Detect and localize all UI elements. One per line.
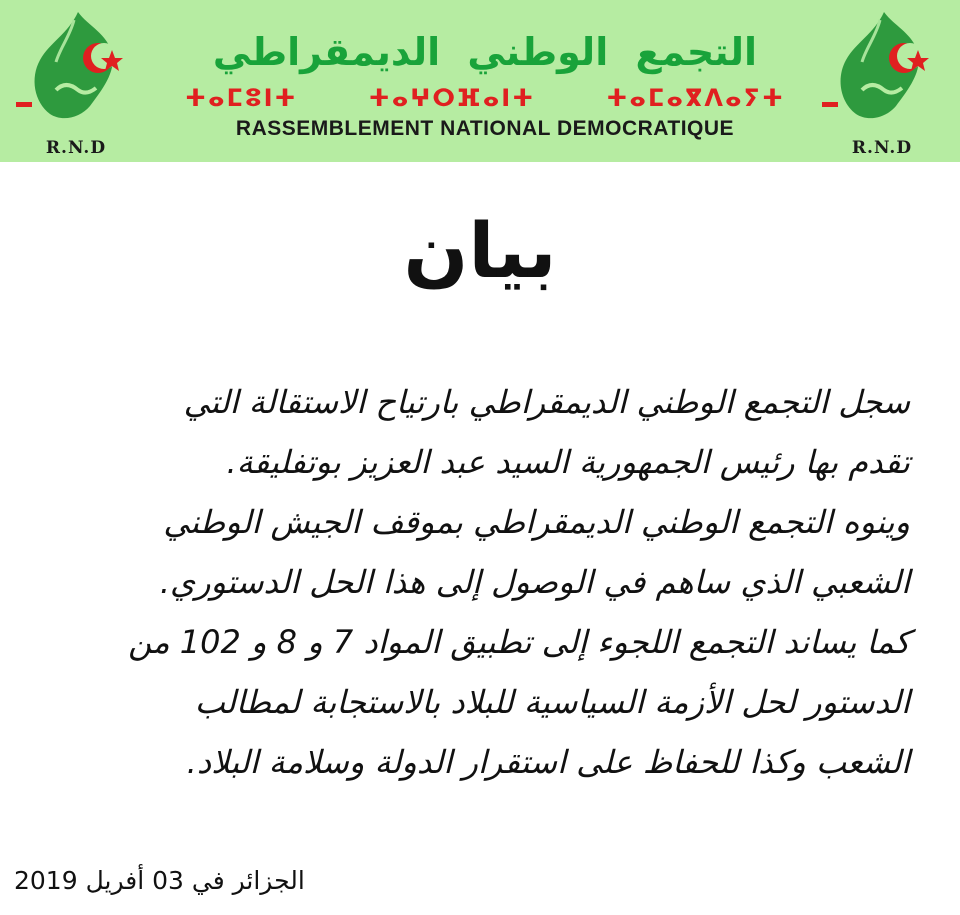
tifinagh-word: ⵜⴰⵎⵓⵏⵜ xyxy=(185,84,298,112)
party-name-tifinagh xyxy=(170,84,800,112)
letterhead xyxy=(0,0,960,162)
statement-line: الشعبي الذي ساهم في الوصول إلى هذا الحل الدستوري. xyxy=(159,563,910,601)
party-name-french: RASSEMBLEMENT NATIONAL DEMOCRATIQUE xyxy=(235,117,735,140)
logo-abbr-right: R.N.D xyxy=(851,138,913,158)
party-name-arabic: التجمع الوطني الديمقراطي xyxy=(212,30,758,74)
logo-abbr-left: R.N.D xyxy=(45,138,107,158)
statement-line: تقدم بها رئيس الجمهورية السيد عبد العزيز بوتفليقة. xyxy=(226,443,910,481)
letterhead-center xyxy=(170,0,800,162)
statement-line: الدستور لحل الأزمة السياسية للبلاد بالاستجابة لمطالب xyxy=(194,683,910,721)
statement-line: سجل التجمع الوطني الديمقراطي بارتياح الاستقالة التي xyxy=(183,383,910,421)
rnd-emblem-icon xyxy=(16,6,136,136)
date-place-line: الجزائر في 03 أفريل 2019 xyxy=(14,866,305,895)
tifinagh-word: ⵜⴰⵎⴰⴳⴷⴰⵢⵜ xyxy=(606,84,785,112)
tifinagh-word: ⵜⴰⵖⵔⴼⴰⵏⵜ xyxy=(368,84,536,112)
statement-line: الشعب وكذا للحفاظ على استقرار الدولة وسلامة البلاد. xyxy=(186,743,910,781)
document-title: بيان xyxy=(403,206,557,295)
statement-line: وينوه التجمع الوطني الديمقراطي بموقف الجيش الوطني xyxy=(163,503,910,541)
statement-line: كما يساند التجمع اللجوء إلى تطبيق المواد 7 و 8 و 102 من xyxy=(128,623,910,661)
statement-body xyxy=(30,372,910,792)
rnd-emblem-icon xyxy=(822,6,942,136)
party-logo-left xyxy=(16,6,141,158)
party-logo-right xyxy=(822,6,947,158)
